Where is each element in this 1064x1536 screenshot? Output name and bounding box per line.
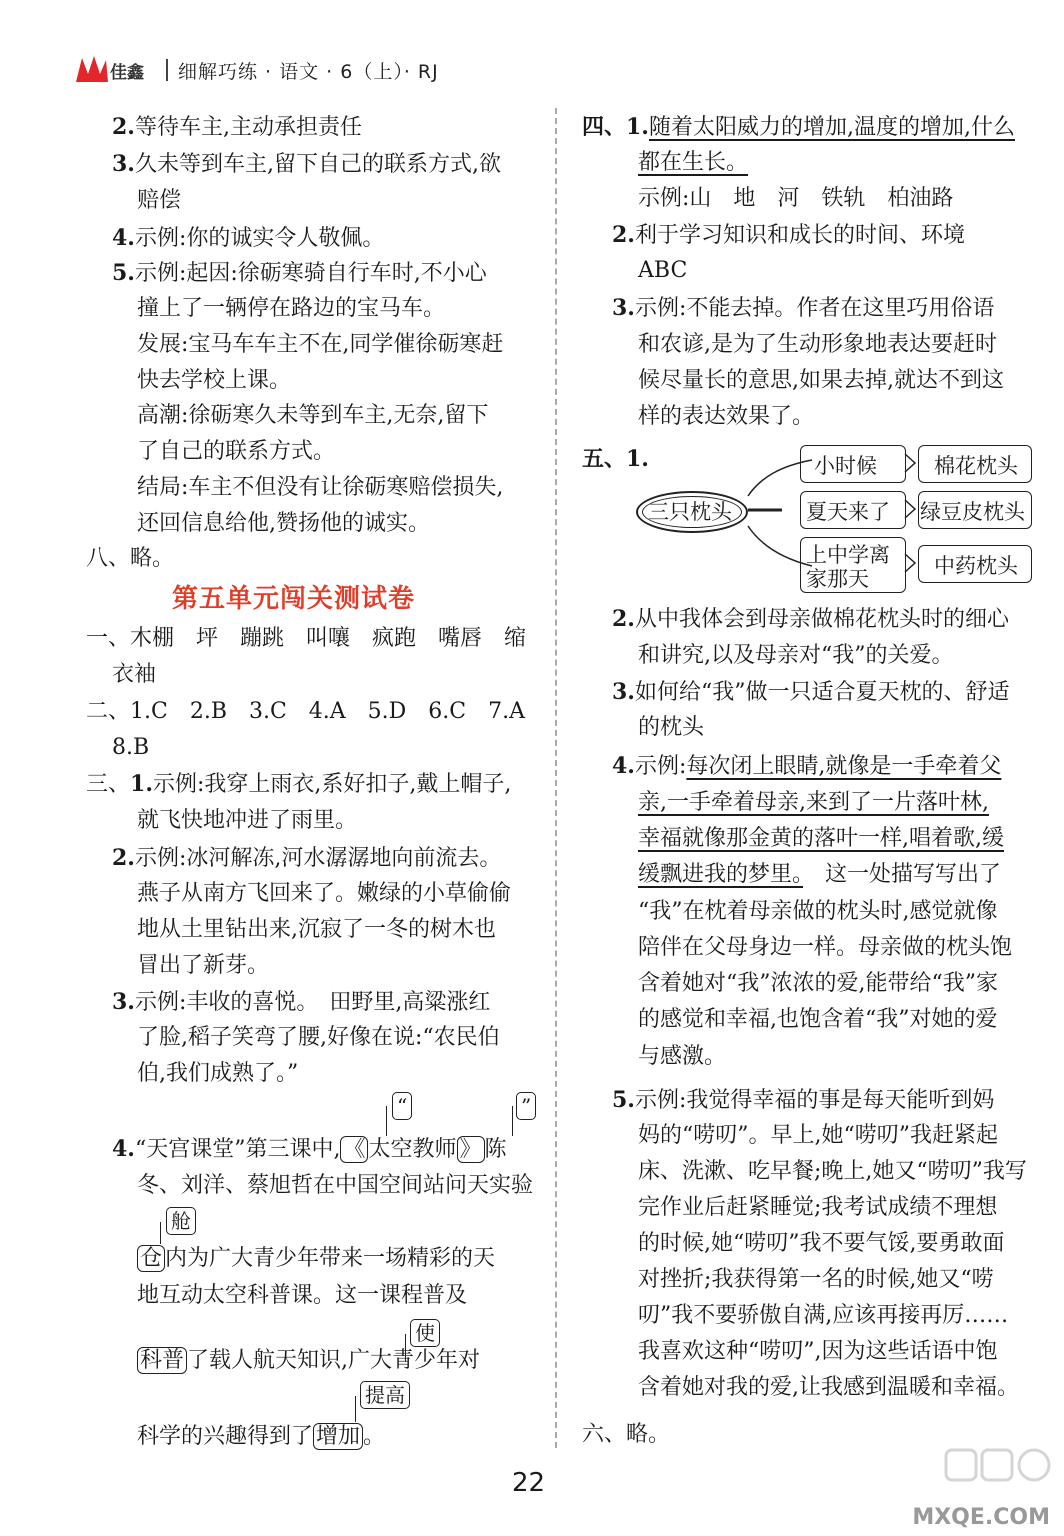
left-line: 三、1.示例:我穿上雨衣,系好扣子,戴上帽子, — [86, 771, 512, 797]
left-line: 八、略。 — [86, 546, 175, 571]
correction-mark-line — [160, 1222, 161, 1244]
right-line: 都在生长。 — [638, 150, 749, 175]
right-line: 候尽量长的意思,如果去掉,就达不到这 — [638, 368, 1004, 393]
correction-mark-shi: 使 — [410, 1319, 440, 1347]
right-line: 和讲究,以及母亲对“我”的关爱。 — [638, 643, 954, 668]
right-line: 5.示例:我觉得幸福的事是每天能听到妈 — [612, 1087, 995, 1113]
mind-map-time-1: 小时候 — [814, 454, 877, 478]
left-line: 一、木棚 坪 蹦跳 叫嚷 疯跑 嘴唇 缩 — [86, 626, 527, 651]
left-line: 还回信息给他,赞扬他的诚实。 — [137, 511, 430, 536]
left-line: 伯,我们成熟了。” — [137, 1061, 299, 1086]
right-line: 六、略。 — [582, 1422, 671, 1447]
left-line: 赔偿 — [137, 188, 182, 213]
right-line: 与感激。 — [638, 1044, 727, 1069]
right-line: 完作业后赶紧睡觉;我考试成绩不理想 — [638, 1195, 998, 1220]
right-line: 对挫折;我获得第一名的时候,她又“唠 — [638, 1267, 994, 1292]
header-separator — [166, 59, 168, 81]
publisher-logo — [74, 52, 166, 88]
right-line: 叨”我不要骄傲自满,应该再接再厉…… — [638, 1303, 1009, 1328]
left-line: 冬、刘洋、蔡旭哲在中国空间站问天实验 — [137, 1173, 534, 1198]
mind-map-item-1: 棉花枕头 — [934, 454, 1018, 478]
left-line: 二、1.C 2.B 3.C 4.A 5.D 6.C 7.A — [86, 699, 526, 724]
left-line: 2.示例:冰河解冻,河水潺潺地向前流去。 — [112, 845, 502, 871]
mind-map-time-3b: 家那天 — [806, 567, 869, 591]
right-line: ABC — [638, 258, 688, 283]
right-line: 幸福就像那金黄的落叶一样,唱着歌,缓 — [638, 826, 1004, 851]
left-line: 地从土里钻出来,沉寂了一冬的树木也 — [137, 917, 496, 942]
left-line: 地互动太空科普课。这一课程普及 — [137, 1283, 468, 1308]
right-line: 的感觉和幸福,也饱含着“我”对她的爱 — [638, 1007, 998, 1032]
right-line: 示例:山 地 河 铁轨 柏油路 — [638, 186, 954, 211]
left-line: 衣袖 — [112, 662, 157, 687]
mind-map-center-label: 三只枕头 — [648, 500, 732, 524]
right-line: 2.从中我体会到母亲做棉花枕头时的细心 — [612, 606, 1009, 632]
mind-map-item-3: 中药枕头 — [934, 554, 1018, 578]
correction-mark-line — [386, 1106, 387, 1136]
left-line: 燕子从南方飞回来了。嫩绿的小草偷偷 — [137, 881, 512, 906]
right-line: 床、洗漱、吃早餐;晚上,她又“唠叨”我写 — [638, 1159, 1027, 1184]
left-line: 仓 内为广大青少年带来一场精彩的天 — [137, 1244, 495, 1274]
right-line: 含着她对“我”浓浓的爱,能带给“我”家 — [638, 971, 998, 996]
left-line: 就飞快地冲进了雨里。 — [137, 808, 358, 833]
page-number: 22 — [512, 1468, 546, 1498]
left-line: 撞上了一辆停在路边的宝马车。 — [137, 296, 446, 321]
mind-map-arrows — [903, 452, 917, 582]
column-divider — [555, 108, 557, 1448]
right-line: 我喜欢这种“唠叨”,因为这些话语中饱 — [638, 1339, 998, 1364]
correction-mark-open-quote: “ — [392, 1092, 412, 1120]
mind-map-time-3a: 上中学离 — [806, 543, 890, 567]
mind-map-item-2: 绿豆皮枕头 — [920, 500, 1025, 524]
right-line: 含着她对我的爱,让我感到温暖和幸福。 — [638, 1375, 1019, 1400]
right-line: 五、1. — [582, 446, 649, 472]
section-title: 第五单元闯关测试卷 — [172, 584, 416, 614]
right-line: 缓飘进我的梦里。 这一处描写写出了 — [638, 862, 1002, 887]
left-line: 发展:宝马车车主不在,同学催徐砺寒赶 — [137, 332, 504, 357]
logo-text: 佳鑫 — [110, 63, 144, 83]
right-line: 陪伴在父母身边一样。母亲做的枕头饱 — [638, 935, 1013, 960]
right-line: 的枕头 — [638, 715, 705, 740]
right-line: “我”在枕着母亲做的枕头时,感觉就像 — [638, 899, 998, 924]
left-line: 结局:车主不但没有让徐砺寒赔偿损失, — [137, 475, 504, 500]
right-line: 2.利于学习知识和成长的时间、环境 — [612, 222, 965, 248]
left-line: 了脸,稻子笑弯了腰,好像在说:“农民伯 — [137, 1025, 500, 1050]
left-line: 快去学校上课。 — [137, 368, 292, 393]
header-title: 细解巧练 · 语文 · 6（上）· RJ — [178, 60, 439, 83]
right-line: 样的表达效果了。 — [638, 404, 815, 429]
left-line: 了自己的联系方式。 — [137, 439, 336, 464]
right-line: 4.示例:每次闭上眼睛,就像是一手牵着父 — [612, 753, 1002, 779]
correction-mark-cang: 舱 — [166, 1207, 196, 1235]
left-line: 科普 了载人航天知识,广大青少年对 — [137, 1346, 480, 1376]
right-line: 妈的“唠叨”。早上,她“唠叨”我赶紧起 — [638, 1123, 998, 1148]
correction-mark-line — [512, 1106, 513, 1136]
right-line: 亲,一手牵着母亲,来到了一片落叶林, — [638, 790, 989, 815]
left-line: 冒出了新芽。 — [137, 953, 270, 978]
left-line: 科学的兴趣得到了 增加 。 — [137, 1424, 386, 1449]
right-line: 3.示例:不能去掉。作者在这里巧用俗语 — [612, 295, 995, 321]
correction-mark-line — [355, 1396, 356, 1422]
right-line: 和农谚,是为了生动形象地表达要赶时 — [638, 332, 997, 357]
right-line: 的时候,她“唠叨”我不要气馁,要勇敢面 — [638, 1231, 1005, 1256]
mind-map-time-2: 夏天来了 — [806, 500, 890, 524]
left-line: 高潮:徐砺寒久未等到车主,无奈,留下 — [137, 403, 489, 428]
left-line: 5.示例:起因:徐砺寒骑自行车时,不小心 — [112, 260, 487, 286]
right-line: 3.如何给“我”做一只适合夏天枕的、舒适 — [612, 679, 1010, 705]
left-line: 4.“天宫课堂”第三课中, 《 太空教师 》 陈 — [112, 1136, 507, 1162]
watermark-text: MXQE.COM — [912, 1505, 1050, 1530]
left-line: 8.B — [112, 735, 150, 760]
left-line: 3.久未等到车主,留下自己的联系方式,欲 — [112, 151, 501, 177]
right-line: 四、1.随着太阳威力的增加,温度的增加,什么 — [582, 114, 1015, 140]
left-line: 3.示例:丰收的喜悦。 田野里,高粱涨红 — [112, 989, 491, 1015]
page-header — [74, 52, 439, 88]
correction-mark-tigao: 提高 — [360, 1381, 410, 1409]
correction-mark-close-quote: ” — [516, 1092, 536, 1120]
left-line: 2.等待车主,主动承担责任 — [112, 114, 362, 140]
left-line: 4.示例:你的诚实令人敬佩。 — [112, 225, 385, 251]
